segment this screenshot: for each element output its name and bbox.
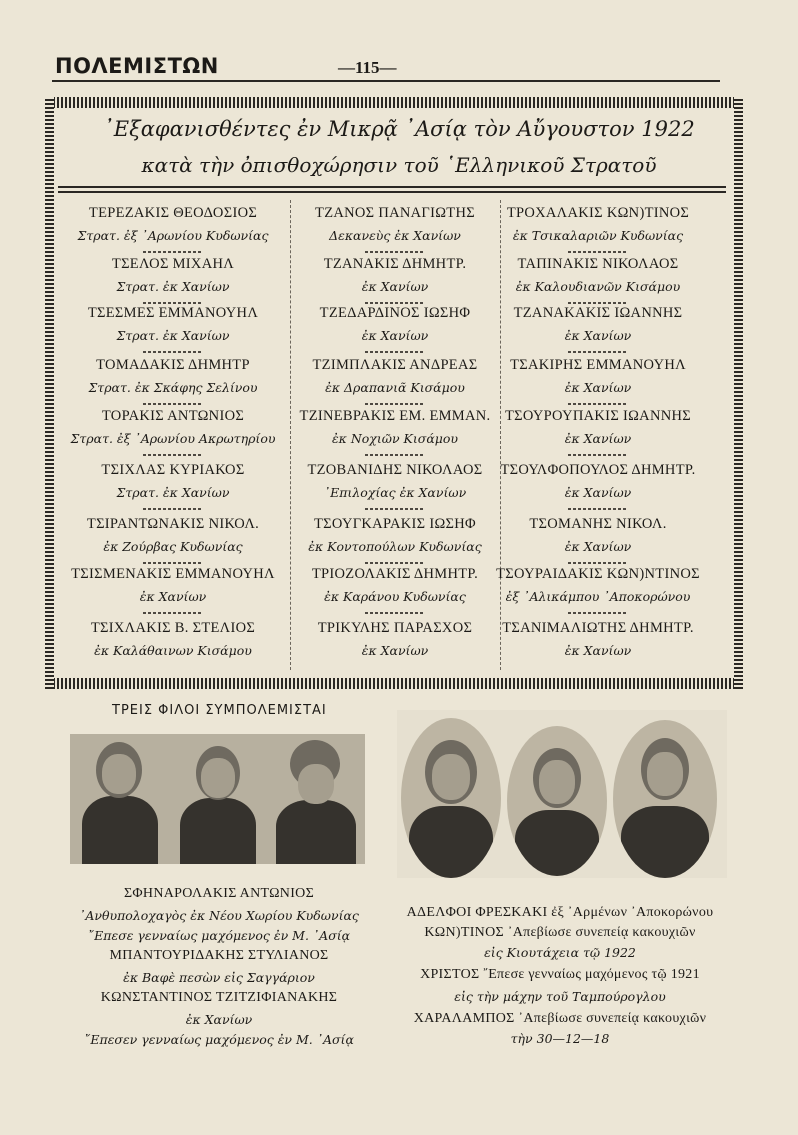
entry-separator (568, 403, 628, 405)
soldier-detail: ἐκ Δραπανιᾶ Κισάμου (325, 380, 465, 395)
caption-line: ΧΡΙΣΤΟΣ ῎Επεσε γενναίως μαχόμενος τῷ 1921 (420, 967, 700, 982)
soldier-entry (480, 462, 716, 500)
entry-separator (143, 612, 203, 614)
page-number: —115— (338, 58, 397, 77)
soldier-detail: Στρατ. ἐξ ᾿Αρωνίου Ακρωτηρίου (70, 431, 276, 446)
section-heading-line-1: ᾿Εξαφανισθέντες ἐν Μικρᾷ ᾿Ασίᾳ τὸν Αὔγουστον 1922 (103, 117, 695, 141)
soldier-name: ΤΡΟΧΑΛΑΚΙΣ ΚΩΝ)ΤΙΝΟΣ (506, 205, 690, 221)
soldier-name: ΤΣΙΧΛΑΣ ΚΥΡΙΑΚΟΣ (101, 462, 245, 478)
entry-separator (143, 351, 203, 353)
soldier-entry (480, 305, 716, 343)
frame-border-top (45, 97, 743, 108)
soldier-entry (277, 305, 513, 343)
soldier-detail: ἐκ Χανίων (564, 643, 632, 658)
caption-line: ΚΩΝ)ΤΙΝΟΣ ᾿Απεβίωσε συνεπείᾳ κακουχιῶν (424, 925, 696, 940)
entry-separator (143, 454, 203, 456)
soldier-entry (55, 205, 291, 243)
soldier-entry (480, 408, 716, 446)
soldier-detail: ἐκ Καλάθαινων Κισάμου (94, 643, 252, 658)
caption-line: ΜΠΑΝΤΟΥΡΙΔΑΚΗΣ ΣΤΥΛΙΑΝΟΣ (109, 948, 329, 963)
entry-separator (365, 612, 425, 614)
portrait-photo (70, 734, 170, 864)
soldier-name: ΤΖΙΜΠΛΑΚΙΣ ΑΝΔΡΕΑΣ (312, 357, 478, 373)
portrait-photo (168, 734, 268, 864)
caption-line: ἐκ Βαφὲ πεσὼν εἰς Σαγγάριον (123, 970, 315, 985)
soldier-name: ΤΣΑΚΙΡΗΣ ΕΜΜΑΝΟΥΗΛ (510, 357, 686, 373)
soldier-detail: ἐκ Χανίων (564, 328, 632, 343)
caption-line: ᾿Ανθυπολοχαγὸς ἐκ Νέου Χωρίου Κυδωνίας (79, 908, 359, 923)
soldier-name: ΤΑΠΙΝΑΚΙΣ ΝΙΚΟΛΑΟΣ (517, 256, 679, 272)
soldier-entry (277, 205, 513, 243)
soldier-detail: Στρατ. ἐκ Σκάφης Σελίνου (88, 380, 258, 395)
entry-separator (143, 403, 203, 405)
soldier-detail: ἐκ Χανίων (564, 431, 632, 446)
soldier-name: ΤΡΙΟΖΟΛΑΚΙΣ ΔΗΜΗΤΡ. (311, 566, 479, 582)
soldier-name: ΤΣΙΡΑΝΤΩΝΑΚΙΣ ΝΙΚΟΛ. (86, 516, 260, 532)
soldier-entry (55, 462, 291, 500)
soldier-entry (277, 620, 513, 658)
soldier-detail: ἐξ ᾿Αλικάμπου ᾿Αποκορώνου (505, 589, 691, 604)
soldier-entry (55, 305, 291, 343)
entry-separator (143, 508, 203, 510)
soldier-name: ΤΣΙΧΛΑΚΙΣ Β. ΣΤΕΛΙΟΣ (90, 620, 256, 636)
soldier-detail: ἐκ Χανίων (361, 328, 429, 343)
soldier-entry (480, 205, 716, 243)
soldier-name: ΤΡΙΚΥΛΗΣ ΠΑΡΑΣΧΟΣ (317, 620, 473, 636)
soldier-detail: Στρατ. ἐκ Χανίων (116, 485, 230, 500)
soldier-entry (55, 566, 291, 604)
caption-line: ΣΦΗΝΑΡΟΛΑΚΙΣ ΑΝΤΩΝΙΟΣ (123, 886, 315, 901)
portrait-photo (266, 734, 365, 864)
frame-border-bottom (45, 678, 743, 689)
soldier-detail: Δεκανεὺς ἐκ Χανίων (329, 228, 461, 243)
entry-separator (568, 351, 628, 353)
caption-line: ἐκ Χανίων (185, 1012, 253, 1027)
soldier-entry (277, 256, 513, 294)
soldier-entry (277, 408, 513, 446)
caption-line: ΧΑΡΑΛΑΜΠΟΣ ᾿Απεβίωσε συνεπείᾳ κακουχιῶν (413, 1011, 707, 1026)
soldier-detail: ἐκ Χανίων (564, 380, 632, 395)
soldier-detail: Στρατ. ἐκ Χανίων (116, 328, 230, 343)
entry-separator (568, 251, 628, 253)
entry-separator (568, 454, 628, 456)
soldier-entry (480, 256, 716, 294)
entry-separator (365, 251, 425, 253)
soldier-name: ΤΣΟΥΛΦΟΠΟΥΛΟΣ ΔΗΜΗΤΡ. (500, 462, 696, 478)
soldier-entry (480, 620, 716, 658)
entry-separator (143, 562, 203, 564)
soldier-name: ΤΖΑΝΑΚΑΚΙΣ ΙΩΑΝΝΗΣ (513, 305, 683, 321)
entry-separator (365, 351, 425, 353)
soldier-name: ΤΕΡΕΖΑΚΙΣ ΘΕΟΔΟΣΙΟΣ (88, 205, 258, 221)
frame-border-left (45, 97, 54, 689)
soldier-detail: ἐκ Καράνου Κυδωνίας (324, 589, 466, 604)
entry-separator (365, 403, 425, 405)
soldier-name: ΤΖΟΒΑΝΙΔΗΣ ΝΙΚΟΛΑΟΣ (307, 462, 483, 478)
soldier-name: ΤΣΑΝΙΜΑΛΙΩΤΗΣ ΔΗΜΗΤΡ. (502, 620, 694, 636)
soldier-entry (55, 256, 291, 294)
entry-separator (568, 612, 628, 614)
soldier-entry (55, 357, 291, 395)
soldier-entry (55, 516, 291, 554)
entry-separator (568, 508, 628, 510)
soldier-detail: ᾿Επιλοχίας ἐκ Χανίων (323, 485, 467, 500)
soldier-detail: ἐκ Τσικαλαριῶν Κυδωνίας (512, 228, 684, 243)
entry-separator (365, 302, 425, 304)
soldier-entry (277, 516, 513, 554)
entry-separator (568, 562, 628, 564)
soldier-name: ΤΣΟΥΓΚΑΡΑΚΙΣ ΙΩΣΗΦ (314, 516, 476, 532)
header-rule (52, 80, 720, 82)
soldier-detail: Στρατ. ἐκ Χανίων (116, 279, 230, 294)
entry-separator (143, 302, 203, 304)
soldier-detail: ἐκ Νοχιῶν Κισάμου (331, 431, 459, 446)
soldier-entry (277, 462, 513, 500)
soldier-entry (480, 516, 716, 554)
soldier-name: ΤΣΟΥΡΑΙΔΑΚΙΣ ΚΩΝ)ΝΤΙΝΟΣ (496, 566, 700, 582)
soldier-name: ΤΣΙΣΜΕΝΑΚΙΣ ΕΜΜΑΝΟΥΗΛ (71, 566, 275, 582)
entry-separator (143, 251, 203, 253)
soldier-name: ΤΖΑΝΟΣ ΠΑΝΑΓΙΩΤΗΣ (315, 205, 475, 221)
soldier-entry (55, 620, 291, 658)
entry-separator (365, 562, 425, 564)
soldier-name: ΤΣΕΣΜΕΣ ΕΜΜΑΝΟΥΗΛ (87, 305, 259, 321)
entry-separator (568, 302, 628, 304)
caption-line: ΚΩΝΣΤΑΝΤΙΝΟΣ ΤΖΙΤΖΙΦΙΑΝΑΚΗΣ (100, 990, 338, 1005)
soldier-detail: ἐκ Χανίων (564, 485, 632, 500)
friends-caption: ΤΡΕΙΣ ΦΙΛΟΙ ΣΥΜΠΟΛΕΜΙΣΤΑΙ (112, 703, 327, 718)
frame-border-right (734, 97, 743, 689)
soldier-detail: ἐκ Χανίων (361, 279, 429, 294)
soldier-detail: ἐκ Κοντοπούλων Κυδωνίας (308, 539, 482, 554)
soldier-name: ΤΟΜΑΔΑΚΙΣ ΔΗΜΗΤΡ (96, 357, 250, 373)
soldier-entry (277, 566, 513, 604)
soldier-name: ΤΣΟΜΑΝΗΣ ΝΙΚΟΛ. (529, 516, 667, 532)
caption-line: ΑΔΕΛΦΟΙ ΦΡΕΣΚΑΚΙ ἐξ ᾿Αρμένων ᾿Αποκορώνου (406, 905, 714, 920)
soldier-name: ΤΖΙΝΕΒΡΑΚΙΣ ΕΜ. ΕΜΜΑΝ. (299, 408, 491, 424)
portrait-photo (507, 726, 607, 876)
brothers-photo (397, 710, 727, 878)
caption-line: εἰς τὴν μάχην τοῦ Ταμπούρογλου (454, 989, 666, 1004)
soldier-entry (55, 408, 291, 446)
soldier-name: ΤΖΕΔΑΡΔΙΝΟΣ ΙΩΣΗΦ (319, 305, 471, 321)
section-heading-line-2: κατὰ τὴν ὀπισθοχώρησιν τοῦ ῾Ελληνικοῦ Στρατοῦ (141, 153, 657, 177)
caption-line: εἰς Κιουτάχεια τῷ 1922 (484, 945, 636, 960)
portrait-photo (401, 718, 501, 878)
soldier-entry (480, 357, 716, 395)
friends-photo (70, 734, 365, 864)
soldier-entry (480, 566, 716, 604)
heading-double-rule (58, 186, 726, 193)
soldier-detail: ἐκ Καλουδιανῶν Κισάμου (515, 279, 681, 294)
soldier-detail: ἐκ Ζούρβας Κυδωνίας (103, 539, 243, 554)
entry-separator (365, 508, 425, 510)
soldier-detail: ἐκ Χανίων (564, 539, 632, 554)
soldier-name: ΤΟΡΑΚΙΣ ΑΝΤΩΝΙΟΣ (101, 408, 245, 424)
soldier-detail: ἐκ Χανίων (139, 589, 207, 604)
caption-line: τὴν 30—12—18 (510, 1031, 610, 1046)
running-title: ΠΟΛΕΜΙΣΤΩΝ (55, 54, 219, 78)
soldier-name: ΤΣΕΛΟΣ ΜΙΧΑΗΛ (111, 256, 235, 272)
soldier-name: ΤΣΟΥΡΟΥΠΑΚΙΣ ΙΩΑΝΝΗΣ (504, 408, 692, 424)
caption-line: ῎Επεσεν γενναίως μαχόμενος ἐν Μ. ᾿Ασίᾳ (84, 1032, 354, 1047)
portrait-photo (613, 720, 717, 878)
soldier-detail: Στρατ. ἐξ ᾿Αρωνίου Κυδωνίας (77, 228, 269, 243)
caption-line: ῎Επεσε γενναίως μαχόμενος ἐν Μ. ᾿Ασίᾳ (87, 928, 351, 943)
soldier-entry (277, 357, 513, 395)
soldier-name: ΤΖΑΝΑΚΙΣ ΔΗΜΗΤΡ. (323, 256, 467, 272)
entry-separator (365, 454, 425, 456)
soldier-detail: ἐκ Χανίων (361, 643, 429, 658)
